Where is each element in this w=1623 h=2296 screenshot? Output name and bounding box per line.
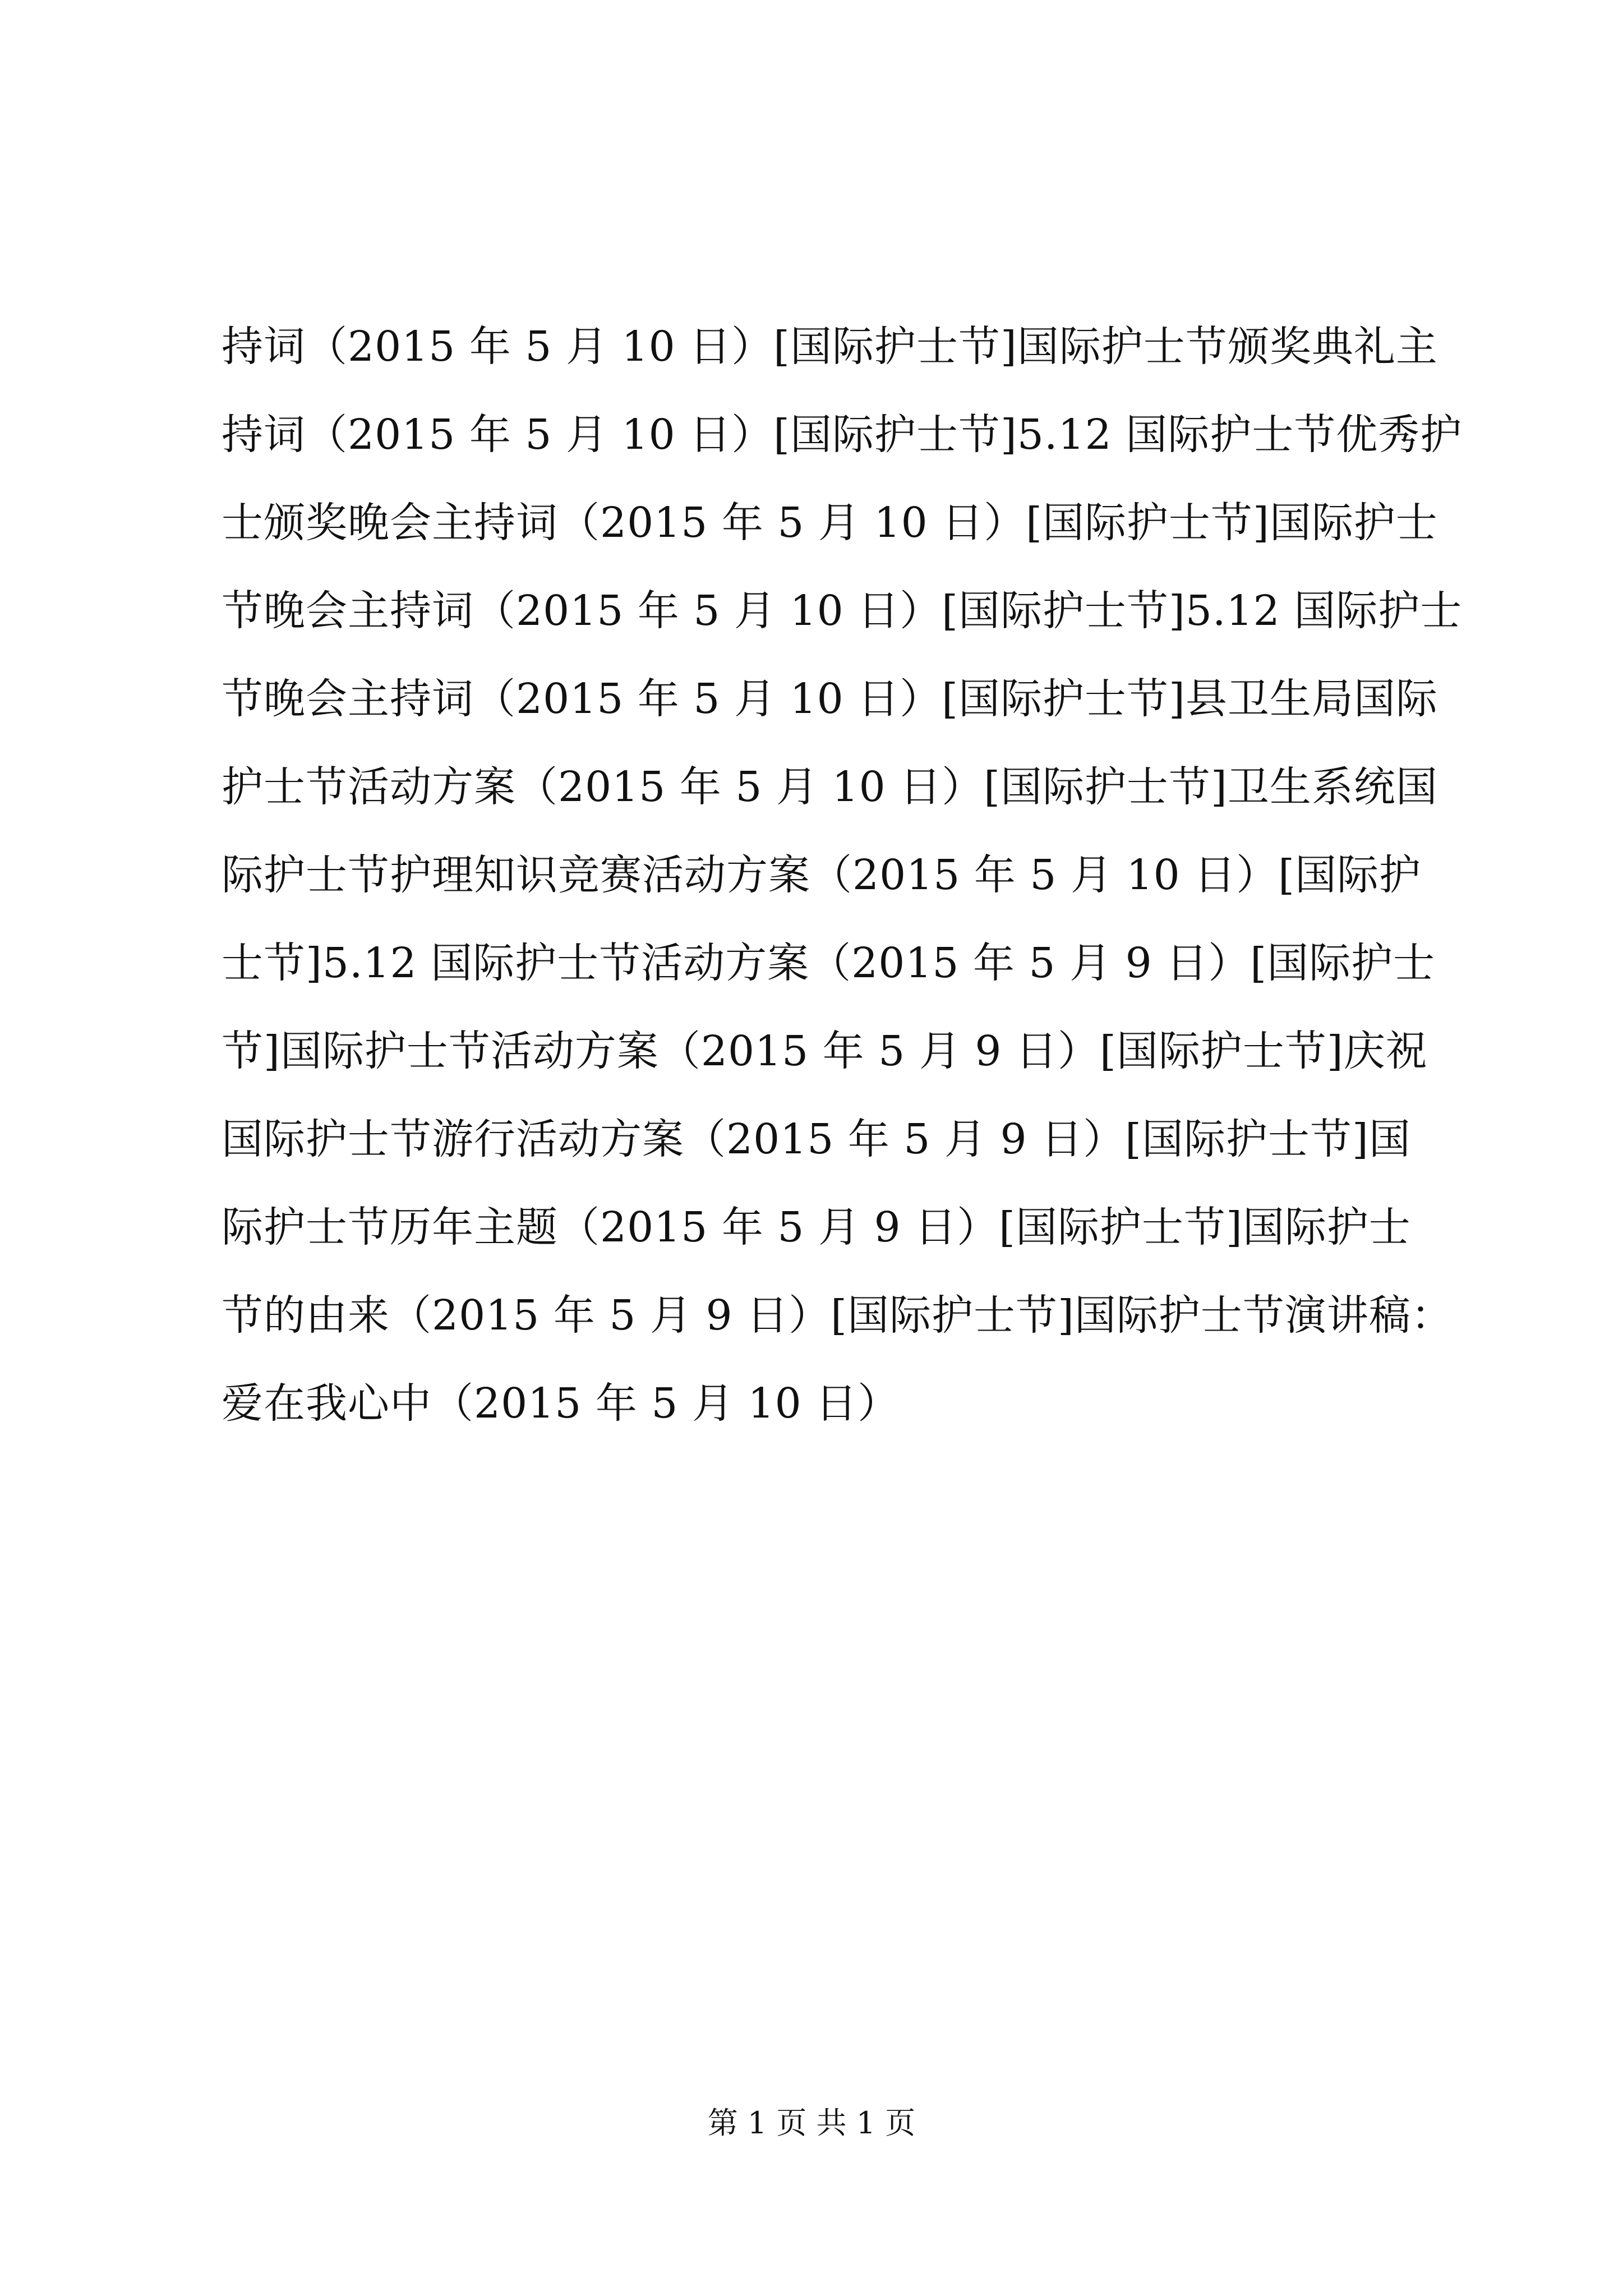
text-line-8: 士节]5.12 国际护士节活动方案（2015 年 5 月 9 日）[国际护士 bbox=[222, 939, 1436, 987]
text-line-4: 节晚会主持词（2015 年 5 月 10 日）[国际护士节]5.12 国际护士 bbox=[222, 587, 1463, 635]
text-line-10: 国际护士节游行活动方案（2015 年 5 月 9 日）[国际护士节]国 bbox=[222, 1115, 1411, 1163]
text-line-2: 持词（2015 年 5 月 10 日）[国际护士节]5.12 国际护士节优秀护 bbox=[222, 411, 1463, 459]
body-text bbox=[222, 303, 1463, 1448]
text-line-1: 持词（2015 年 5 月 10 日）[国际护士节]国际护士节颁奖典礼主 bbox=[222, 323, 1438, 371]
text-line-12: 节的由来（2015 年 5 月 9 日）[国际护士节]国际护士节演讲稿： bbox=[222, 1291, 1453, 1340]
text-line-9: 节]国际护士节活动方案（2015 年 5 月 9 日）[国际护士节]庆祝 bbox=[222, 1027, 1428, 1075]
text-line-3: 士颁奖晚会主持词（2015 年 5 月 10 日）[国际护士节]国际护士 bbox=[222, 499, 1438, 547]
text-line-5: 节晚会主持词（2015 年 5 月 10 日）[国际护士节]县卫生局国际 bbox=[222, 675, 1438, 723]
page-number-footer: 第 1 页 共 1 页 bbox=[707, 2105, 916, 2141]
text-line-11: 际护士节历年主题（2015 年 5 月 9 日）[国际护士节]国际护士 bbox=[222, 1203, 1411, 1251]
text-line-7: 际护士节护理知识竞赛活动方案（2015 年 5 月 10 日）[国际护 bbox=[222, 851, 1422, 899]
text-line-13: 爱在我心中（2015 年 5 月 10 日） bbox=[222, 1379, 900, 1428]
text-line-6: 护士节活动方案（2015 年 5 月 10 日）[国际护士节]卫生系统国 bbox=[222, 763, 1438, 811]
